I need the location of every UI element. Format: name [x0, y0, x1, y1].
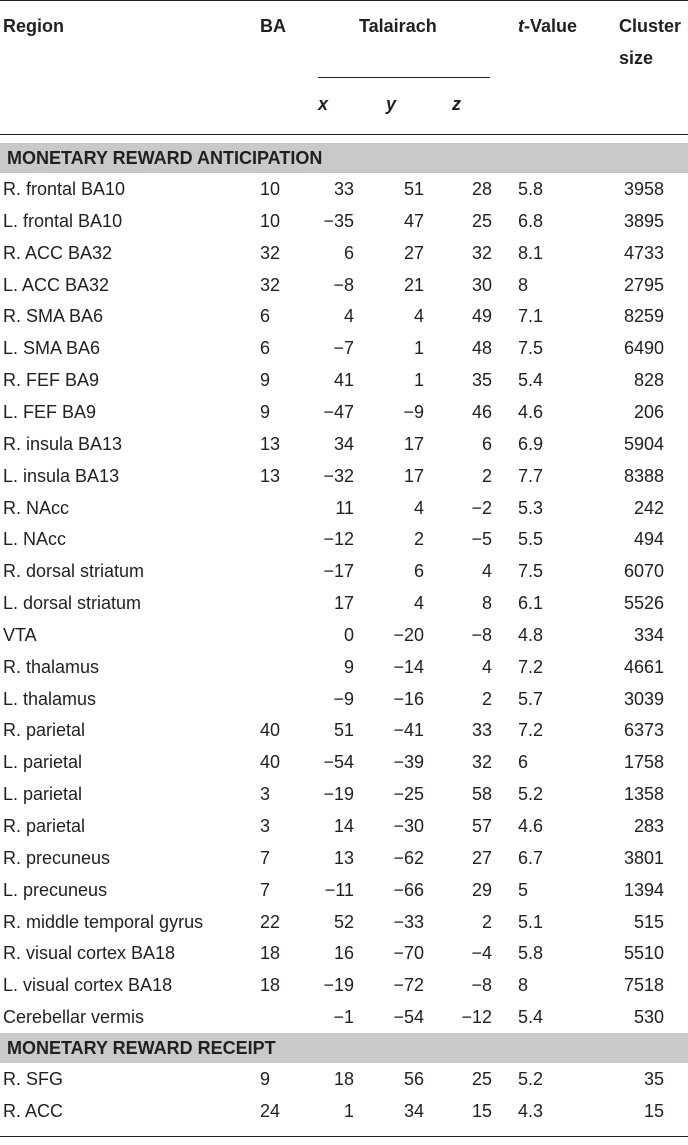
cell-region: L. dorsal striatum — [3, 593, 142, 613]
cell-y: 47 — [403, 211, 424, 231]
cell-x: 1 — [343, 1101, 354, 1121]
cell-t-value: 5.2 — [518, 784, 544, 804]
table-row — [0, 587, 688, 619]
table-row — [0, 651, 688, 683]
header-talairach: Talairach — [359, 16, 437, 36]
bottom-rule — [0, 1136, 688, 1137]
cell-t-value: 8 — [518, 975, 529, 995]
cell-y: −25 — [393, 784, 424, 804]
cell-cluster-size: 7518 — [623, 975, 664, 995]
cell-z: 4 — [481, 657, 492, 677]
table-row — [0, 269, 688, 301]
cell-x: −11 — [324, 880, 354, 900]
cell-y: −62 — [393, 848, 424, 868]
cell-x: 0 — [343, 625, 354, 645]
cell-ba: 22 — [260, 912, 281, 932]
cell-y: −30 — [393, 816, 424, 836]
cell-cluster-size: 3958 — [623, 179, 664, 199]
cell-region: L. NAcc — [3, 529, 67, 549]
cell-z: 8 — [481, 593, 492, 613]
cell-z: 57 — [471, 816, 492, 836]
top-rule — [0, 0, 688, 1]
cell-cluster-size: 1394 — [623, 880, 664, 900]
header-t-value — [518, 15, 577, 37]
table-row — [0, 460, 688, 492]
cell-cluster-size: 5510 — [623, 943, 664, 963]
table-row — [0, 428, 688, 460]
cell-x: 6 — [343, 243, 354, 263]
cell-cluster-size: 6070 — [623, 561, 664, 581]
cell-y: −72 — [393, 975, 424, 995]
cell-cluster-size: 8388 — [623, 466, 664, 486]
cell-region: R. parietal — [3, 816, 86, 836]
cell-region: L. thalamus — [3, 689, 97, 709]
cell-x: −17 — [323, 561, 354, 581]
table-row — [0, 1063, 688, 1095]
cell-y: 21 — [403, 275, 424, 295]
table-row — [0, 683, 688, 715]
cell-cluster-size: 15 — [643, 1101, 664, 1121]
cell-x: 4 — [343, 306, 354, 326]
cell-z: −5 — [471, 529, 492, 549]
cell-x: −8 — [333, 275, 354, 295]
header-y: y — [386, 94, 397, 114]
cell-ba: 7 — [260, 880, 271, 900]
cell-z: 28 — [471, 179, 492, 199]
cell-x: −9 — [333, 689, 354, 709]
cell-y: 6 — [413, 561, 424, 581]
cell-t-value: 6.8 — [518, 211, 544, 231]
cell-cluster-size: 2795 — [623, 275, 664, 295]
cell-region: R. insula BA13 — [3, 434, 123, 454]
cell-y: 34 — [403, 1101, 424, 1121]
cell-ba: 9 — [260, 1069, 271, 1089]
cell-y: −66 — [393, 880, 424, 900]
cell-t-value: 4.6 — [518, 402, 544, 422]
cell-cluster-size: 828 — [633, 370, 664, 390]
cell-region: L. FEF BA9 — [3, 402, 97, 422]
cell-y: 4 — [413, 306, 424, 326]
table-row — [0, 364, 688, 396]
cell-z: 35 — [471, 370, 492, 390]
cell-region: R. parietal — [3, 720, 86, 740]
cell-cluster-size: 1358 — [623, 784, 664, 804]
cell-region: R. precuneus — [3, 848, 111, 868]
table-row — [0, 332, 688, 364]
cell-y: −20 — [393, 625, 424, 645]
cell-cluster-size: 5904 — [623, 434, 664, 454]
cell-cluster-size: 4733 — [623, 243, 664, 263]
cell-region: L. visual cortex BA18 — [3, 975, 173, 995]
cell-cluster-size: 8259 — [623, 306, 664, 326]
header-cluster-line2: size — [619, 48, 654, 68]
cell-region: L. frontal BA10 — [3, 211, 123, 231]
cell-t-value: 7.2 — [518, 657, 544, 677]
cell-x: 16 — [333, 943, 354, 963]
cell-region: R. ACC — [3, 1101, 64, 1121]
table-row — [0, 555, 688, 587]
cell-cluster-size: 1758 — [623, 752, 664, 772]
cell-z: 2 — [481, 689, 492, 709]
cell-cluster-size: 4661 — [623, 657, 664, 677]
cell-t-value: 5 — [518, 880, 529, 900]
cell-t-value: 5.5 — [518, 529, 544, 549]
cell-x: −19 — [323, 784, 354, 804]
cell-y: −54 — [393, 1007, 424, 1027]
cell-region: R. SFG — [3, 1069, 64, 1089]
cell-t-value: 8 — [518, 275, 529, 295]
cell-y: −41 — [393, 720, 424, 740]
cell-z: 4 — [481, 561, 492, 581]
cell-ba: 32 — [260, 243, 281, 263]
cell-z: −4 — [471, 943, 492, 963]
cell-x: 52 — [333, 912, 354, 932]
cell-x: −19 — [323, 975, 354, 995]
cell-z: −8 — [471, 625, 492, 645]
cell-y: 4 — [413, 593, 424, 613]
cell-z: 49 — [471, 306, 492, 326]
cell-z: 48 — [471, 338, 492, 358]
cell-region: L. parietal — [3, 752, 83, 772]
cell-z: 58 — [471, 784, 492, 804]
table-row — [0, 842, 688, 874]
cell-cluster-size: 494 — [633, 529, 664, 549]
cell-cluster-size: 3895 — [623, 211, 664, 231]
cell-ba: 13 — [260, 434, 281, 454]
cell-z: 29 — [471, 880, 492, 900]
cell-region: R. thalamus — [3, 657, 100, 677]
cell-z: 6 — [481, 434, 492, 454]
table-row — [0, 746, 688, 778]
table-row — [0, 1001, 688, 1033]
cell-z: 33 — [471, 720, 492, 740]
table-row — [0, 300, 688, 332]
cell-region: R. middle temporal gyrus — [3, 912, 204, 932]
cell-y: −70 — [393, 943, 424, 963]
cell-y: 17 — [403, 434, 424, 454]
header-t-rest: -Value — [524, 16, 578, 36]
cell-ba: 9 — [260, 402, 271, 422]
cell-x: −54 — [323, 752, 354, 772]
cell-t-value: 8.1 — [518, 243, 544, 263]
cell-cluster-size: 334 — [633, 625, 664, 645]
cell-region: L. precuneus — [3, 880, 108, 900]
cell-y: −33 — [393, 912, 424, 932]
cell-z: 25 — [471, 1069, 492, 1089]
cell-region: VTA — [3, 625, 37, 645]
table-row — [0, 523, 688, 555]
cell-t-value: 5.1 — [518, 912, 544, 932]
cell-ba: 40 — [260, 752, 281, 772]
cell-z: −12 — [461, 1007, 492, 1027]
table-row — [0, 492, 688, 524]
cell-t-value: 7.7 — [518, 466, 544, 486]
cell-y: 56 — [403, 1069, 424, 1089]
cell-x: −12 — [323, 529, 354, 549]
cell-region: R. FEF BA9 — [3, 370, 100, 390]
cell-x: −47 — [323, 402, 354, 422]
cell-x: 9 — [343, 657, 354, 677]
cell-z: −8 — [471, 975, 492, 995]
cell-x: 11 — [335, 498, 354, 518]
cell-cluster-size: 515 — [633, 912, 664, 932]
cell-cluster-size: 3801 — [623, 848, 664, 868]
table-row — [0, 1095, 688, 1127]
cell-x: −1 — [333, 1007, 354, 1027]
table-row — [0, 937, 688, 969]
section-title: MONETARY REWARD RECEIPT — [7, 1037, 276, 1058]
cell-region: L. insula BA13 — [3, 466, 120, 486]
cell-ba: 32 — [260, 275, 281, 295]
cell-y: 1 — [413, 338, 424, 358]
table-row — [0, 396, 688, 428]
table-row — [0, 205, 688, 237]
cell-region: R. frontal BA10 — [3, 179, 126, 199]
section-title: MONETARY REWARD ANTICIPATION — [7, 148, 323, 168]
cell-cluster-size: 3039 — [623, 689, 664, 709]
table-row — [0, 810, 688, 842]
cell-ba: 3 — [260, 816, 271, 836]
cell-x: −32 — [323, 466, 354, 486]
cell-z: 15 — [471, 1101, 492, 1121]
cell-y: 4 — [413, 498, 424, 518]
cell-z: 2 — [481, 912, 492, 932]
cell-x: 13 — [333, 848, 354, 868]
cell-ba: 6 — [260, 338, 271, 358]
cell-ba: 10 — [260, 179, 281, 199]
cell-t-value: 7.1 — [518, 306, 544, 326]
cell-x: 41 — [333, 370, 354, 390]
cell-ba: 13 — [260, 466, 281, 486]
table-row — [0, 906, 688, 938]
cell-region: R. SMA BA6 — [3, 306, 104, 326]
cell-ba: 24 — [260, 1101, 281, 1121]
cell-region: L. parietal — [3, 784, 83, 804]
cell-ba: 3 — [260, 784, 271, 804]
cell-t-value: 7.5 — [518, 338, 544, 358]
section-header — [0, 143, 688, 173]
cell-cluster-size: 206 — [633, 402, 664, 422]
header-region: Region — [3, 16, 64, 36]
cell-cluster-size: 6490 — [623, 338, 664, 358]
cell-y: 17 — [403, 466, 424, 486]
header-z: z — [452, 94, 461, 114]
cell-cluster-size: 242 — [633, 498, 664, 518]
cell-t-value: 7.2 — [518, 720, 544, 740]
cell-z: 46 — [471, 402, 492, 422]
cell-cluster-size: 6373 — [623, 720, 664, 740]
cell-region: R. ACC BA32 — [3, 243, 113, 263]
table-row — [0, 237, 688, 269]
cell-x: 33 — [333, 179, 354, 199]
cell-t-value: 7.5 — [518, 561, 544, 581]
cell-t-value: 5.4 — [518, 1007, 544, 1027]
cell-y: −14 — [393, 657, 424, 677]
table-row — [0, 173, 688, 205]
cell-z: 27 — [471, 848, 492, 868]
cell-t-value: 5.2 — [518, 1069, 544, 1089]
cell-x: −35 — [323, 211, 354, 231]
cell-cluster-size: 5526 — [623, 593, 664, 613]
cell-cluster-size: 530 — [633, 1007, 664, 1027]
cell-y: −9 — [403, 402, 424, 422]
cell-ba: 18 — [260, 943, 281, 963]
cell-y: −39 — [393, 752, 424, 772]
cell-y: 2 — [413, 529, 424, 549]
cell-x: 51 — [333, 720, 354, 740]
cell-t-value: 5.8 — [518, 179, 544, 199]
table-row — [0, 714, 688, 746]
cell-y: 1 — [413, 370, 424, 390]
cell-ba: 18 — [260, 975, 281, 995]
cell-t-value: 6.1 — [518, 593, 544, 613]
cell-t-value: 6.9 — [518, 434, 544, 454]
header-t-italic: t — [518, 16, 524, 36]
cell-cluster-size: 283 — [633, 816, 664, 836]
cell-z: 25 — [471, 211, 492, 231]
cell-x: 17 — [333, 593, 354, 613]
header-rule — [0, 134, 688, 135]
cell-t-value: 4.8 — [518, 625, 544, 645]
cell-t-value: 5.8 — [518, 943, 544, 963]
cell-t-value: 5.7 — [518, 689, 544, 709]
header-x: x — [318, 94, 329, 114]
table-row — [0, 874, 688, 906]
cell-cluster-size: 35 — [643, 1069, 664, 1089]
cell-z: 2 — [481, 466, 492, 486]
table-row — [0, 778, 688, 810]
cell-y: −16 — [393, 689, 424, 709]
cell-t-value: 6 — [518, 752, 529, 772]
cell-ba: 7 — [260, 848, 271, 868]
cell-region: R. visual cortex BA18 — [3, 943, 176, 963]
cell-x: 18 — [333, 1069, 354, 1089]
cell-z: 32 — [471, 243, 492, 263]
cell-region: L. SMA BA6 — [3, 338, 101, 358]
cell-ba: 9 — [260, 370, 271, 390]
cell-x: 14 — [333, 816, 354, 836]
cell-t-value: 6.7 — [518, 848, 544, 868]
cell-region: L. ACC BA32 — [3, 275, 110, 295]
cell-region: R. NAcc — [3, 498, 70, 518]
header-ba: BA — [260, 16, 286, 36]
cell-z: 32 — [471, 752, 492, 772]
cell-ba: 40 — [260, 720, 281, 740]
section-header — [0, 1033, 688, 1063]
table-row — [0, 969, 688, 1001]
cell-t-value: 4.3 — [518, 1101, 544, 1121]
header-cluster-line1: Cluster — [619, 16, 682, 36]
cell-z: 30 — [471, 275, 492, 295]
cell-y: 51 — [403, 179, 424, 199]
talairach-subrule — [318, 77, 490, 78]
cell-y: 27 — [403, 243, 424, 263]
table-row — [0, 619, 688, 651]
cell-region: R. dorsal striatum — [3, 561, 145, 581]
cell-x: −7 — [333, 338, 354, 358]
cell-t-value: 5.4 — [518, 370, 544, 390]
cell-t-value: 4.6 — [518, 816, 544, 836]
cell-x: 34 — [333, 434, 354, 454]
cell-ba: 6 — [260, 306, 271, 326]
cell-region: Cerebellar vermis — [3, 1007, 145, 1027]
cell-ba: 10 — [260, 211, 281, 231]
cell-z: −2 — [471, 498, 492, 518]
cell-t-value: 5.3 — [518, 498, 544, 518]
